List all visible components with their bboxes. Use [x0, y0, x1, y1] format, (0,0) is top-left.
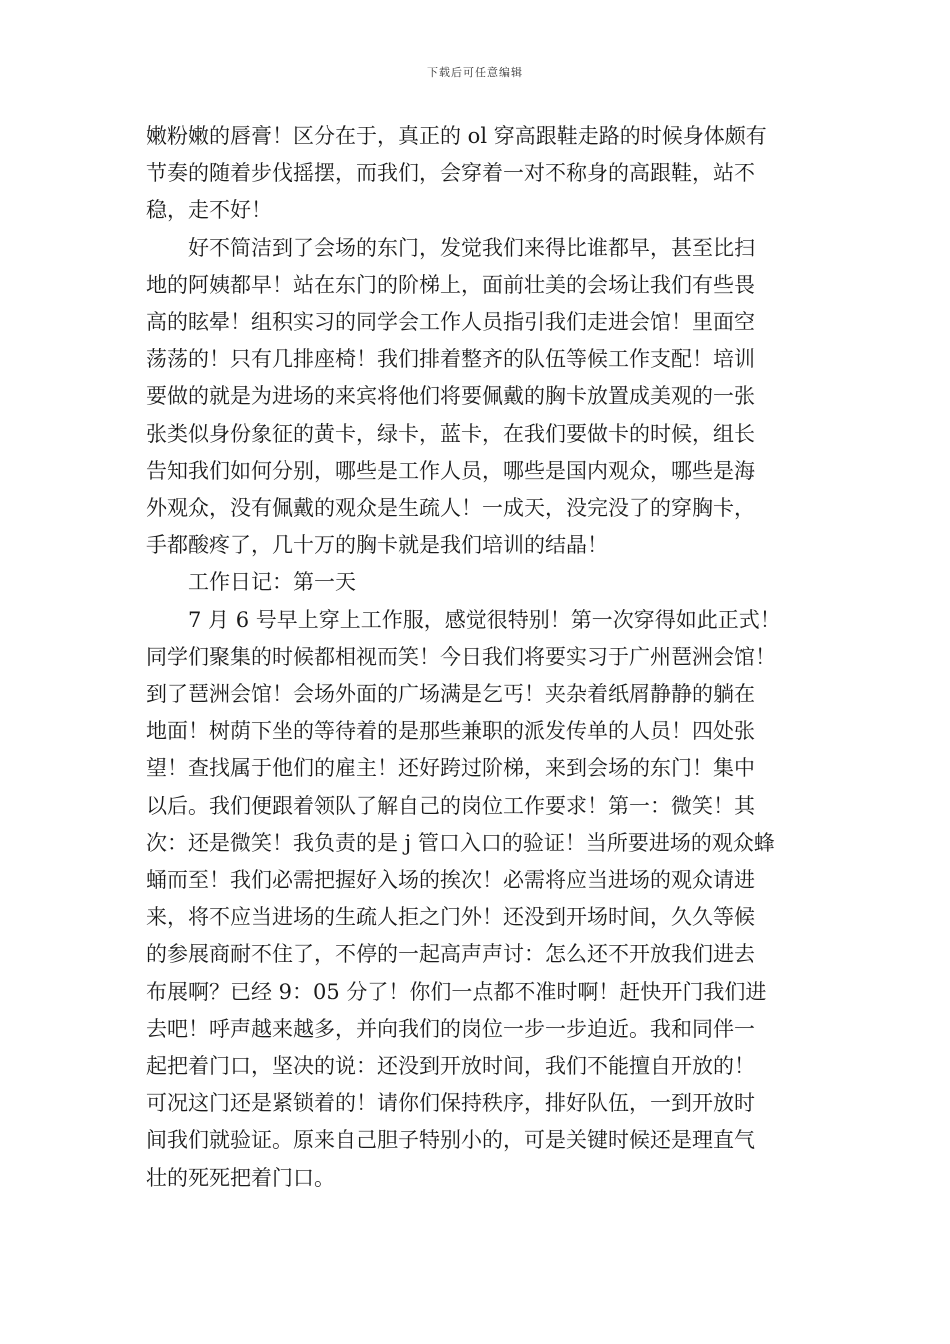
text-line: 地面！树荫下坐的等待着的是那些兼职的派发传单的人员！四处张	[146, 719, 755, 744]
text-line: 次：还是微笑！我负责的是 j 管口入口的验证！当所要进场的观众蜂	[146, 830, 775, 855]
text-line: 好不简洁到了会场的东门，发觉我们来得比谁都早，甚至比扫	[188, 235, 755, 260]
text-line: 去吧！呼声越来越多，并向我们的岗位一步一步迫近。我和同伴一	[146, 1016, 755, 1041]
text-line: 嫩粉嫩的唇膏！区分在于，真正的 ol 穿高跟鞋走路的时候身体颇有	[146, 124, 767, 148]
text-line: 起把着门口，坚决的说：还没到开放时间，我们不能擅自开放的！	[146, 1054, 755, 1079]
text-line: 张类似身份象征的黄卡，绿卡，蓝卡，在我们要做卡的时候，组长	[146, 421, 755, 446]
text-line: 蛹而至！我们必需把握好入场的挨次！必需将应当进场的观众请进	[146, 868, 755, 893]
text-line: 望！查找属于他们的雇主！还好跨过阶梯，来到会场的东门！集中	[146, 756, 755, 781]
text-line: 稳，走不好！	[146, 198, 272, 223]
text-line: 的参展商耐不住了，不停的一起高声声讨：怎么还不开放我们进去	[146, 942, 755, 967]
text-line: 告知我们如何分别，哪些是工作人员，哪些是国内观众，哪些是海	[146, 458, 755, 483]
text-line: 外观众，没有佩戴的观众是生疏人！一成天，没完没了的穿胸卡，	[146, 496, 755, 521]
text-line: 来，将不应当进场的生疏人拒之门外！还没到开场时间，久久等候	[146, 905, 755, 930]
paragraph-4	[146, 602, 836, 1197]
text-line: 以后。我们便跟着领队了解自己的岗位工作要求！第一：微笑！其	[146, 793, 755, 818]
document-body	[146, 118, 836, 1197]
text-line: 节奏的随着步伐摇摆，而我们，会穿着一对不称身的高跟鞋，站不	[146, 161, 755, 186]
text-line: 要做的就是为进场的来宾将他们将要佩戴的胸卡放置成美观的一张	[146, 384, 755, 409]
text-line: 7 月 6 号早上穿上工作服，感觉很特别！第一次穿得如此正式！	[188, 607, 781, 632]
text-line: 地的阿姨都早！站在东门的阶梯上，面前壮美的会场让我们有些畏	[146, 272, 755, 297]
text-line: 到了琶洲会馆！会场外面的广场满是乞丐！夹杂着纸屑静静的躺在	[146, 682, 755, 707]
section-heading: 工作日记：第一天	[188, 570, 356, 595]
text-line: 同学们聚集的时候都相视而笑！今日我们将要实习于广州琶洲会馆！	[146, 644, 776, 669]
text-line: 壮的死死把着门口。	[146, 1165, 335, 1190]
text-line: 荡荡的！只有几排座椅！我们排着整齐的队伍等候工作支配！培训	[146, 347, 755, 372]
paragraph-1	[146, 118, 836, 230]
text-line: 间我们就验证。原来自己胆子特别小的，可是关键时候还是理直气	[146, 1128, 755, 1153]
text-line: 手都酸疼了，几十万的胸卡就是我们培训的结晶！	[146, 533, 608, 558]
text-line: 高的眩晕！组积实习的同学会工作人员指引我们走进会馆！里面空	[146, 310, 755, 335]
paragraph-2	[146, 230, 836, 565]
page-header: 下载后可任意编辑	[427, 66, 523, 79]
text-line: 可况这门还是紧锁着的！请你们保持秩序，排好队伍，一到开放时	[146, 1091, 755, 1116]
text-line: 布展啊？已经 9：05 分了！你们一点都不准时啊！赶快开门我们进	[146, 979, 767, 1004]
paragraph-3-heading	[146, 564, 836, 601]
